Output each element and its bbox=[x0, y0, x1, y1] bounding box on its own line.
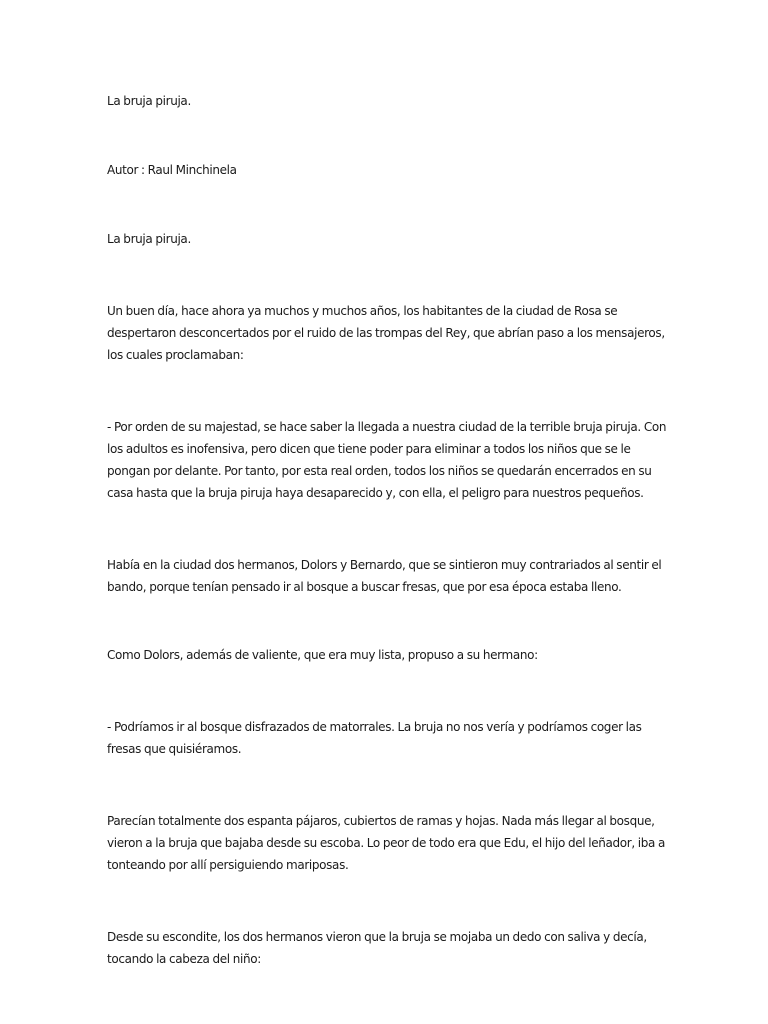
paragraph: Como Dolors, además de valiente, que era muy lista, propuso a su hermano: bbox=[107, 648, 538, 662]
paragraph: Desde su escondite, los dos hermanos vieron que la bruja se mojaba un dedo con saliva y decía, tocando la cabeza del niño: bbox=[107, 930, 647, 966]
paragraph: - Podríamos ir al bosque disfrazados de matorrales. La bruja no nos vería y podríamos coger las fresas que quisiéramos. bbox=[107, 720, 642, 756]
document-author: Autor : Raul Minchinela bbox=[107, 163, 237, 177]
paragraph: Un buen día, hace ahora ya muchos y muchos años, los habitantes de la ciudad de Rosa se despertaron desconcertados por el ruido de las trompas del Rey, que abrían paso a los mensajeros, los cuales proclamaban: bbox=[107, 304, 665, 362]
paragraph: Parecían totalmente dos espanta pájaros, cubiertos de ramas y hojas. Nada más llegar al bosque, vieron a la bruja que bajaba desde su escoba. Lo peor de todo era que Edu, el hijo del leñador, iba a tonteando por allí persiguiendo mariposas. bbox=[107, 814, 665, 872]
document-title: La bruja piruja. bbox=[107, 94, 191, 108]
paragraph: Había en la ciudad dos hermanos, Dolors y Bernardo, que se sintieron muy contrariados al sentir el bando, porque tenían pensado ir al bosque a buscar fresas, que por esa época estaba lleno. bbox=[107, 558, 662, 594]
paragraph: - Por orden de su majestad, se hace saber la llegada a nuestra ciudad de la terrible bruja piruja. Con los adultos es inofensiva, pero dicen que tiene poder para eliminar a todos los niños que se le pongan por delante. Por tanto, por esta real orden, todos los niños se quedarán encerrados en su casa hasta que la bruja piruja haya desaparecido y, con ella, el peligro para nuestros pequeños. bbox=[107, 420, 667, 500]
document-body bbox=[107, 90, 667, 970]
document-subtitle: La bruja piruja. bbox=[107, 232, 191, 246]
